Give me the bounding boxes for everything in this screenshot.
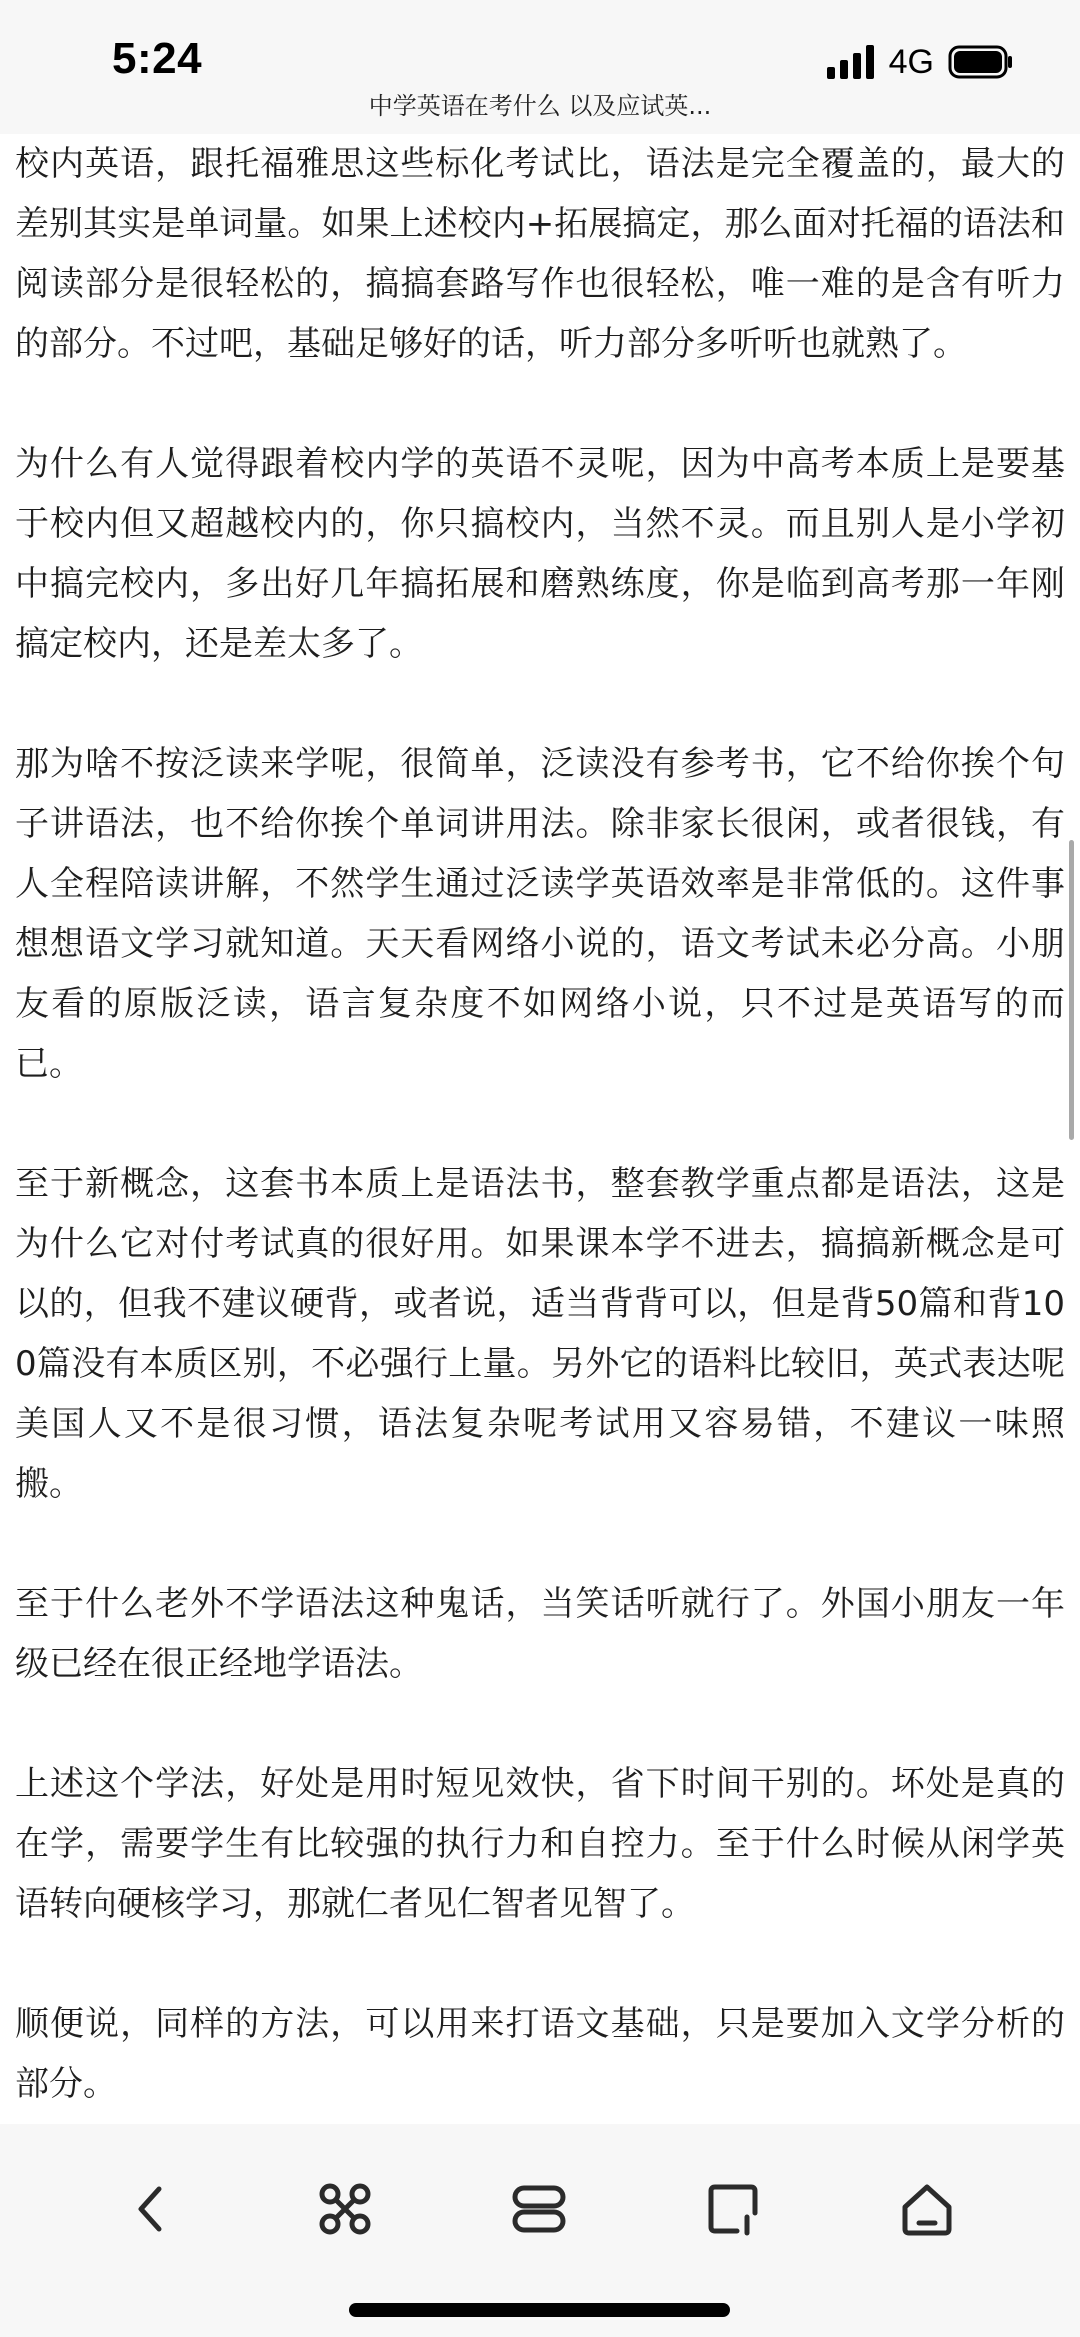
- network-type-label: 4G: [888, 42, 934, 81]
- chevron-left-icon: [121, 2179, 181, 2239]
- scrollbar[interactable]: [1069, 840, 1074, 1140]
- article-paragraph: 至于什么老外不学语法这种鬼话，当笑话听就行了。外国小朋友一年级已经在很正经地学语法。: [15, 1584, 1065, 1684]
- article-content: [15, 134, 1065, 2124]
- tabs-icon: [509, 2179, 569, 2239]
- status-indicators: [827, 40, 1014, 84]
- battery-icon: [948, 45, 1014, 79]
- cellular-signal-icon: [827, 45, 875, 79]
- article-paragraph: 至于新概念，这套书本质上是语法书，整套教学重点都是语法，这是为什么它对付考试真的很好用。如果课本学不进去，搞搞新概念是可以的，但我不建议硬背，或者说，适当背背可以，但是背50篇和背100篇没有本质区别，不必强行上量。另外它的语料比较旧，英式表达呢美国人又不是很习惯，语法复杂呢考试用又容易错，不建议一味照搬。: [15, 1164, 1065, 1504]
- bottom-toolbar: [0, 2124, 1080, 2337]
- tabs-button[interactable]: [494, 2164, 584, 2254]
- new-window-icon: [703, 2179, 763, 2239]
- home-indicator[interactable]: [349, 2303, 730, 2317]
- home-button[interactable]: [882, 2164, 972, 2254]
- new-window-button[interactable]: [688, 2164, 778, 2254]
- status-time: 5:24: [112, 34, 203, 83]
- back-button[interactable]: [106, 2164, 196, 2254]
- article-paragraph: 上述这个学法，好处是用时短见效快，省下时间干别的。坏处是真的在学，需要学生有比较强的执行力和自控力。至于什么时候从闲学英语转向硬核学习，那就仁者见仁智者见智了。: [15, 1764, 1065, 1924]
- top-bar: [0, 0, 1080, 134]
- article-paragraph: 那为啥不按泛读来学呢，很简单，泛读没有参考书，它不给你挨个句子讲语法，也不给你挨个单词讲用法。除非家长很闲，或者很钱，有人全程陪读讲解，不然学生通过泛读学英语效率是非常低的。这件事想想语文学习就知道。天天看网络小说的，语文考试未必分高。小朋友看的原版泛读，语言复杂度不如网络小说，只不过是英语写的而已。: [15, 744, 1065, 1084]
- page-title[interactable]: 中学英语在考什么 以及应试英...: [368, 92, 712, 120]
- command-icon: [315, 2179, 375, 2239]
- article-paragraph: 为什么有人觉得跟着校内学的英语不灵呢，因为中高考本质上是要基于校内但又超越校内的，你只搞校内，当然不灵。而且别人是小学初中搞完校内，多出好几年搞拓展和磨熟练度，你是临到高考那一年刚搞定校内，还是差太多了。: [15, 444, 1065, 664]
- article-paragraph: 顺便说，同样的方法，可以用来打语文基础，只是要加入文学分析的部分。: [15, 2004, 1065, 2104]
- article-paragraph: 校内英语，跟托福雅思这些标化考试比，语法是完全覆盖的，最大的差别其实是单词量。如果上述校内+拓展搞定，那么面对托福的语法和阅读部分是很轻松的，搞搞套路写作也很轻松，唯一难的是含有听力的部分。不过吧，基础足够好的话，听力部分多听听也就熟了。: [15, 144, 1065, 364]
- home-icon: [897, 2179, 957, 2239]
- command-button[interactable]: [300, 2164, 390, 2254]
